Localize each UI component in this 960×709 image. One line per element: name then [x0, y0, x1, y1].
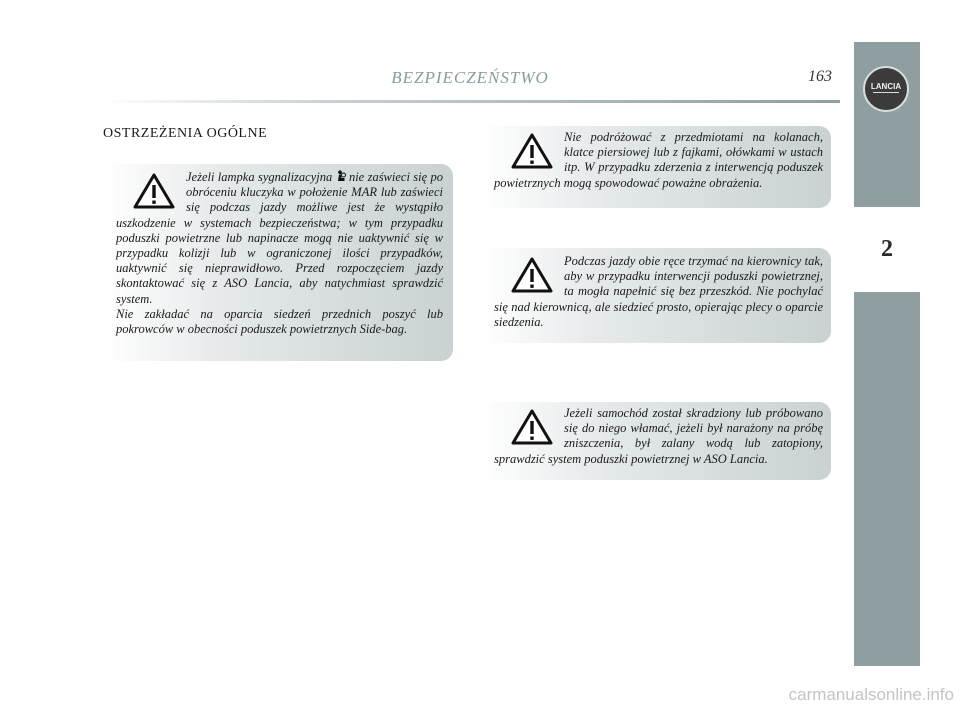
warning-triangle-icon — [510, 256, 554, 294]
warning-text: Jeżeli samochód został skradziony lub próbowano się do niego włamać, jeżeli był narażony na próbę zniszczenia, był zalany wodą lub zatopiony, sprawdzić system poduszki powietrznej w ASO Lancia. — [494, 406, 823, 466]
warning-text-start: Jeżeli lampka sygnalizacyjna — [186, 170, 333, 184]
warning-text-second: Nie zakładać na oparcia siedzeń przednich poszyć lub pokrowców w obecności poduszek powietrznych Side-bag. — [116, 306, 443, 337]
warning-text-rest: nie zaświeci się po obróceniu kluczyka w położenie MAR lub zaświeci się podczas jazdy możliwe jest że wystąpiło uszkodzenie w systemach bezpieczeństwa; w tym przypadku poduszki powietrzne lub napinacze mogą nie uaktywnić się w przypadku kolizji lub w ograniczonej ilości przypadków, uaktywnić się nieprawidłowo. Przed rozpoczęciem jazdy skontaktować się z ASO Lancia, aby natychmiast sprawdzić system. — [116, 170, 444, 306]
section-heading: OSTRZEŻENIA OGÓLNE — [103, 126, 268, 141]
watermark: carmanualsonline.info — [788, 685, 954, 704]
lancia-logo-icon — [863, 66, 909, 112]
header-title: BEZPIECZEŃSTWO — [391, 68, 549, 87]
warning-triangle-icon — [132, 172, 176, 210]
page-number: 163 — [808, 68, 832, 85]
warning-text: Nie podróżować z przedmiotami na kolanach, klatce piersiowej lub z fajkami, ołówkami w ustach itp. W przypadku zderzenia z interwencją poduszek powietrznych mogą spowodować poważne obrażenia. — [494, 130, 823, 190]
warning-triangle-icon — [510, 408, 554, 446]
logo-bar — [873, 92, 899, 93]
warning-box-airbag-light — [103, 164, 453, 361]
warning-triangle-icon — [510, 132, 554, 170]
chapter-sidebar — [854, 42, 920, 666]
warning-box-theft — [481, 402, 831, 480]
chapter-number: 2 — [854, 204, 920, 292]
airbag-indicator-icon — [336, 170, 346, 182]
page-header — [100, 64, 840, 104]
warning-box-loose-objects — [481, 126, 831, 208]
warning-text: Podczas jazdy obie ręce trzymać na kierownicy tak, aby w przypadku interwencji poduszki powietrznej, ta mogła napełnić się bez przeszkód. Nie pochylać się nad kierownicą, ale siedzieć prosto, opierając plecy o oparcie siedzenia. — [494, 254, 823, 329]
header-rule — [100, 100, 840, 103]
logo-text: LANCIA — [870, 82, 902, 91]
warning-box-steering-wheel — [481, 248, 831, 343]
